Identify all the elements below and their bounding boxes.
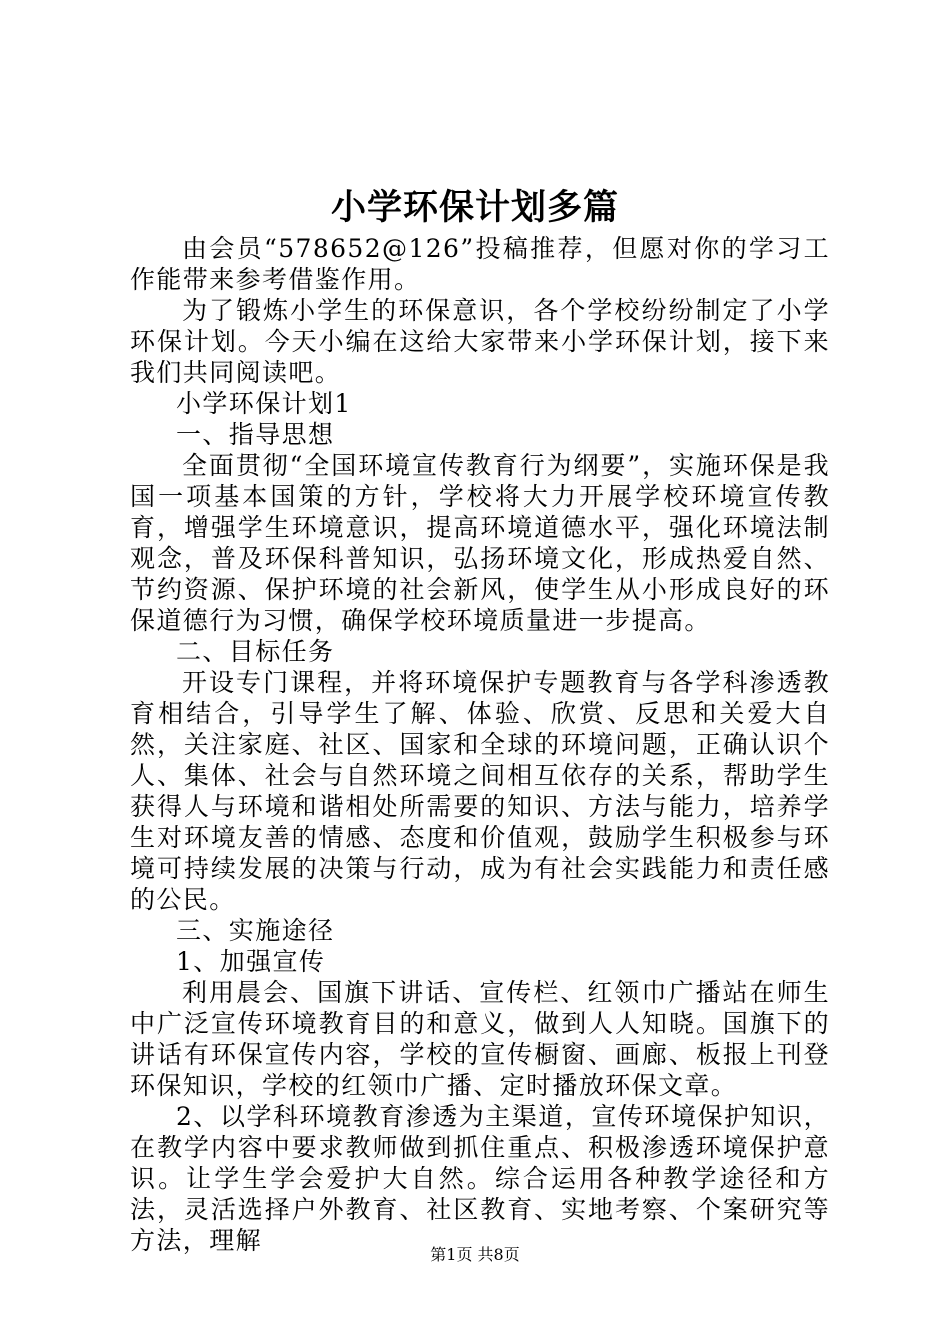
page-footer: 第1页 共8页 (430, 1245, 520, 1264)
heading-guiding-thought: 一、指导思想 (176, 420, 335, 449)
paragraph-goals: 开设专门课程，并将环境保护专题教育与各学科渗透教育相结合，引导学生了解、体验、欣赏、反思和关爱大自然，关注家庭、社区、国家和全球的环境问题，正确认识个人、集体、社会与自然环境之间相互依存的关系，帮助学生获得人与环境和谐相处所需要的知识、方法与能力，培养学生对环境友善的情感、态度和价值观，鼓励学生积极参与环境可持续发展的决策与行动，成为有社会实践能力和责任感的公民。 (130, 668, 830, 914)
document-title: 小学环保计划多篇 (330, 187, 619, 228)
paragraph-publicity: 利用晨会、国旗下讲话、宣传栏、红领巾广播站在师生中广泛宣传环境教育目的和意义，做到人人知晓。国旗下的讲话有环保宣传内容，学校的宣传橱窗、画廊、板报上刊登环保知识，学校的红领巾广播、定时播放环保文章。 (130, 978, 830, 1100)
paragraph-intro: 由会员“578652@126”投稿推荐，但愿对你的学习工作能带来参考借鉴作用。 (130, 234, 830, 294)
subheading-publicity: 1、加强宣传 (176, 947, 326, 976)
heading-implementation: 三、实施途径 (176, 916, 335, 945)
paragraph-preface: 为了锻炼小学生的环保意识，各个学校纷纷制定了小学环保计划。今天小编在这给大家带来小学环保计划，接下来我们共同阅读吧。 (130, 296, 830, 387)
document-body (130, 233, 830, 1256)
paragraph-subject-integration: 2、以学科环境教育渗透为主渠道，宣传环境保护知识，在教学内容中要求教师做到抓住重点、积极渗透环境保护意识。让学生学会爱护大自然。综合运用各种教学途径和方法，灵活选择户外教育、社区教育、实地考察、个案研究等方法，理解 (130, 1102, 830, 1255)
heading-goals: 二、目标任务 (176, 637, 335, 666)
section-title: 小学环保计划1 (176, 389, 352, 418)
paragraph-guiding-thought: 全面贯彻“全国环境宣传教育行为纲要”，实施环保是我国一项基本国策的方针，学校将大力开展学校环境宣传教育，增强学生环境意识，提高环境道德水平，强化环境法制观念，普及环保科普知识，弘扬环境文化，形成热爱自然、节约资源、保护环境的社会新风，使学生从小形成良好的环保道德行为习惯，确保学校环境质量进一步提高。 (130, 451, 830, 635)
